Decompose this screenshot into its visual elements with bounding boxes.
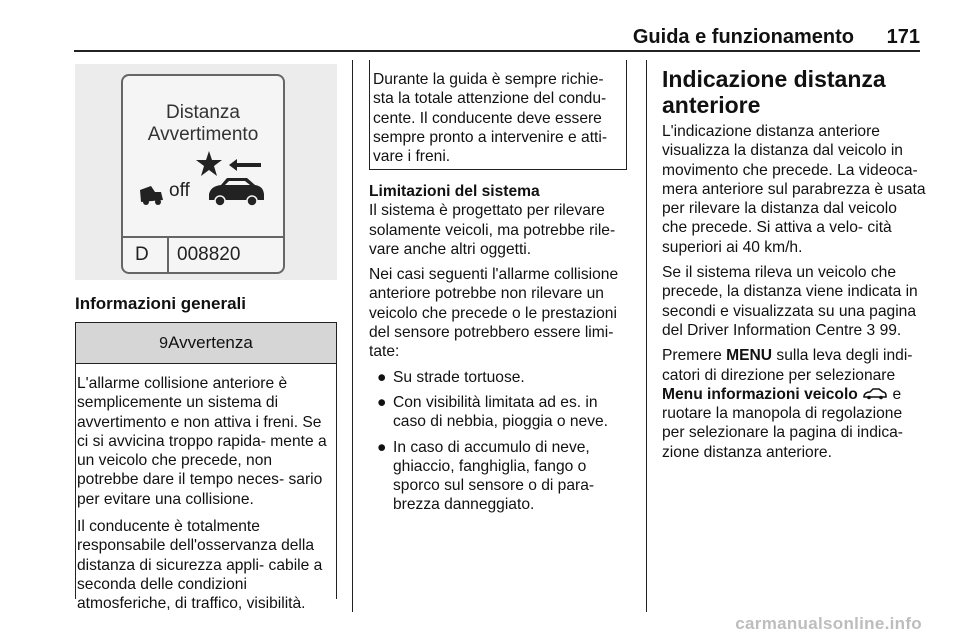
warning-body: [76, 364, 336, 614]
cases-intro: Nei casi seguenti l'allarme collisione anteriore potrebbe non rilevare un veicolo che precede o le prestazioni del sensore potrebbero essere limi- tate:: [369, 266, 619, 361]
menu-name: Menu informazioni veicolo: [662, 385, 858, 403]
column-divider-2: [646, 60, 647, 612]
display-illustration: [75, 64, 337, 280]
column-divider-1: [352, 60, 353, 612]
status-word: off: [169, 180, 190, 201]
bullet-icon: ●: [377, 368, 387, 386]
section-title: Guida e funzionamento: [632, 26, 854, 48]
paragraph-2: Se il sistema rileva un veicolo che precede, la distanza viene indicata in secondi e visualizzata su una pagina del Driver Information Centre 3 99.: [662, 264, 918, 339]
limitations-intro: Il sistema è progettato per rilevare solamente veicoli, ma potrebbe rile- vare anche altri oggetti.: [369, 202, 616, 258]
display-divider: [123, 236, 283, 238]
limitations-list: [369, 368, 631, 515]
paragraph-1: L'indicazione distanza anteriore visualizza la distanza dal veicolo in movimento che precede. La videoca- mera anteriore sul parabrezza è usata per rilevare la distanza dal veicolo che precede. Si attiva a velo- cità superiori ai 40 km/h.: [662, 123, 926, 256]
column-1: [75, 60, 337, 612]
menu-key: MENU: [726, 347, 773, 365]
subheading-general-info: Informazioni generali: [75, 294, 246, 313]
instrument-display: [121, 74, 285, 274]
list-item: ● Con visibilità limitata ad es. in caso di nebbia, pioggia o neve.: [377, 393, 609, 431]
bullet-icon: ●: [377, 438, 387, 456]
column-3-text: [662, 66, 926, 468]
warning-paragraph-2: Il conducente è totalmente responsabile dell'osservanza della distanza di sicurezza appli- cabile a seconda delle condizioni atmosferiche, di traffico, visibilità.: [77, 518, 323, 613]
hand-car-icon: [137, 182, 167, 206]
warning-header: [76, 323, 336, 364]
odometer-value: 008820: [177, 244, 241, 265]
car-front-icon: [205, 174, 267, 208]
display-line-1: Distanza: [166, 102, 240, 123]
list-item: ● Su strade tortuose.: [377, 368, 525, 386]
warning-box: [75, 322, 337, 613]
display-vertical-divider: [167, 236, 169, 272]
page-number: 171: [886, 26, 920, 48]
reference-arrow-icon: 3: [866, 321, 876, 339]
gear-indicator: D: [135, 244, 149, 265]
list-item: ● In caso di accumulo di neve, ghiaccio, fanghiglia, fango o sporco sul sensore o di para- brezza danneggiato.: [377, 438, 595, 514]
bullet-icon: ●: [377, 393, 387, 411]
warning-symbol-icon: 9: [159, 335, 169, 352]
column-2: [369, 60, 631, 612]
page-header: [0, 0, 960, 56]
caution-box: Durante la guida è sempre richie- sta la totale attenzione del condu- cente. Il conducente deve essere sempre pronto a intervenire e atti- vare i freni.: [369, 60, 627, 170]
warning-paragraph-1: L'allarme collisione anteriore è semplicemente un sistema di avvertimento e non attiva i freni. Se ci si avvicina troppo rapida- mente a un veicolo che precede, non potrebbe dare il tempo neces- sario per evitare una collisione.: [77, 375, 327, 508]
column-2-text: [369, 182, 631, 521]
header-rule: [74, 50, 920, 52]
warning-title: Avvertenza: [168, 333, 253, 352]
section-heading: Indicazione distanza anteriore: [662, 66, 886, 118]
vehicle-icon: [862, 388, 888, 400]
column-3: [662, 60, 926, 612]
paragraph-3: Premere MENU sulla leva degli indi- catori di direzione per selezionare Menu informazioni veicolo e ruotare la manopola di regolazione per selezionare la pagina di indica- zione distanza anteriore.: [662, 347, 913, 461]
watermark: carmanualsonline.info: [735, 614, 922, 633]
limitations-heading: Limitazioni del sistema: [369, 183, 540, 200]
display-line-2: Avvertimento: [147, 124, 259, 145]
arrow-left-icon: [227, 158, 263, 172]
